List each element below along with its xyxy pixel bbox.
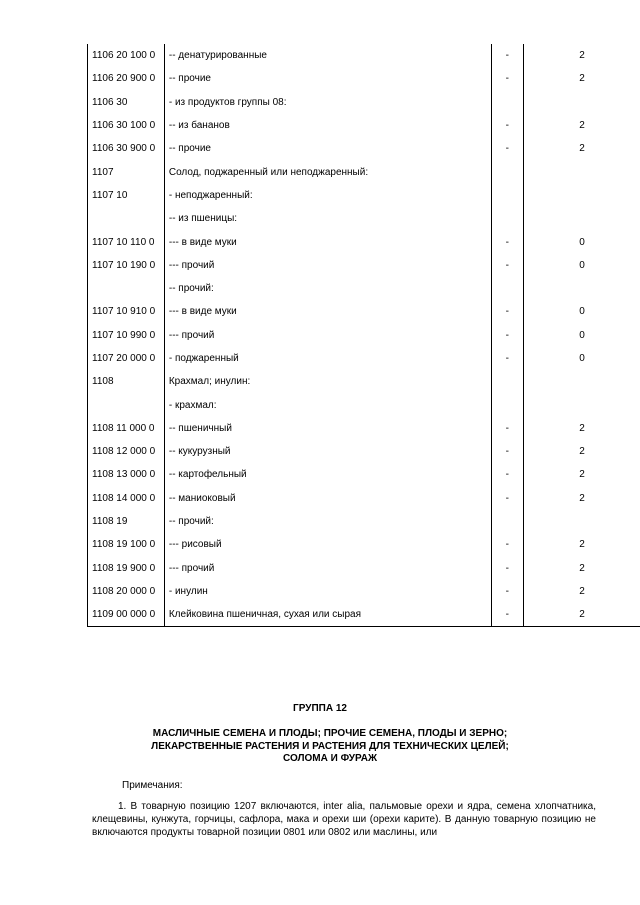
table-row xyxy=(88,533,640,556)
group-subtitle-line: МАСЛИЧНЫЕ СЕМЕНА И ПЛОДЫ; ПРОЧИЕ СЕМЕНА, ПЛОДЫ И ЗЕРНО; xyxy=(152,728,508,739)
table-row xyxy=(88,137,640,160)
description-cell: -- пшеничный xyxy=(164,417,491,440)
unit-cell: - xyxy=(491,114,524,137)
table-row xyxy=(88,324,640,347)
unit-cell: - xyxy=(491,347,524,370)
table-row xyxy=(88,114,640,137)
table-row xyxy=(88,44,640,67)
group-subtitle xyxy=(120,728,540,766)
table-row xyxy=(88,370,640,393)
group-subtitle-line: СОЛОМА И ФУРАЖ xyxy=(282,753,378,764)
table-row xyxy=(88,347,640,370)
description-cell: -- маниоковый xyxy=(164,487,491,510)
rate-cell: 0 xyxy=(579,306,585,318)
rate-cell: 2 xyxy=(579,422,585,434)
tariff-code-cell: 1106 20 100 0 xyxy=(88,44,165,67)
tariff-code-cell: 1107 10 xyxy=(88,184,165,207)
description-cell: -- из пшеницы: xyxy=(164,207,491,230)
note-paragraph-1: 1. В товарную позицию 1207 включаются, inter alia, пальмовые орехи и ядра, семена хлопчатника, клещевины, кунжута, горчицы, сафлора, мака и орехи ши (орехи карите). В данную товарную позицию не включаются продукты товарной позиции 0801 или 0802 или маслины, или xyxy=(92,801,596,838)
tariff-code-cell: 1108 20 000 0 xyxy=(88,580,165,603)
unit-cell: - xyxy=(491,487,524,510)
description-cell: -- прочий: xyxy=(164,277,491,300)
rate-cell: 2 xyxy=(579,469,585,481)
rate-cell xyxy=(524,91,640,114)
tariff-code-cell: 1108 12 000 0 xyxy=(88,440,165,463)
rate-cell xyxy=(524,207,640,230)
unit-cell xyxy=(491,184,524,207)
description-cell: --- прочий xyxy=(164,254,491,277)
table-row xyxy=(88,207,640,230)
description-cell: -- денатурированные xyxy=(164,44,491,67)
tariff-code-cell: 1108 11 000 0 xyxy=(88,417,165,440)
unit-cell: - xyxy=(491,324,524,347)
description-cell: --- прочий xyxy=(164,557,491,580)
rate-cell xyxy=(524,184,640,207)
unit-cell: - xyxy=(491,137,524,160)
description-cell: - из продуктов группы 08: xyxy=(164,91,491,114)
unit-cell: - xyxy=(491,254,524,277)
table-row xyxy=(88,393,640,416)
tariff-code-cell: 1106 30 100 0 xyxy=(88,114,165,137)
unit-cell xyxy=(491,160,524,183)
description-cell: --- в виде муки xyxy=(164,300,491,323)
rate-cell: 2 xyxy=(579,143,585,155)
description-cell: -- кукурузный xyxy=(164,440,491,463)
description-cell: --- рисовый xyxy=(164,533,491,556)
tariff-table-body xyxy=(88,44,640,627)
table-row xyxy=(88,91,640,114)
description-cell: - инулин xyxy=(164,580,491,603)
table-row xyxy=(88,254,640,277)
rate-cell: 2 xyxy=(579,120,585,132)
rate-cell xyxy=(524,370,640,393)
tariff-code-cell xyxy=(88,207,165,230)
table-row xyxy=(88,487,640,510)
rate-cell: 2 xyxy=(579,50,585,62)
table-row xyxy=(88,417,640,440)
description-cell: - поджаренный xyxy=(164,347,491,370)
tariff-code-cell xyxy=(88,393,165,416)
tariff-code-cell: 1106 30 900 0 xyxy=(88,137,165,160)
tariff-code-cell: 1108 13 000 0 xyxy=(88,463,165,486)
description-cell: -- из бананов xyxy=(164,114,491,137)
unit-cell: - xyxy=(491,580,524,603)
description-cell: - крахмал: xyxy=(164,393,491,416)
rate-cell: 0 xyxy=(579,259,585,271)
table-row xyxy=(88,510,640,533)
table-row xyxy=(88,184,640,207)
unit-cell xyxy=(491,370,524,393)
group-heading: ГРУППА 12 xyxy=(293,703,347,714)
unit-cell: - xyxy=(491,557,524,580)
notes-heading: Примечания: xyxy=(122,780,183,791)
rate-cell: 2 xyxy=(579,539,585,551)
table-row xyxy=(88,603,640,627)
rate-cell: 2 xyxy=(579,562,585,574)
tariff-code-cell: 1107 10 190 0 xyxy=(88,254,165,277)
rate-cell: 2 xyxy=(579,446,585,458)
description-cell: -- прочие xyxy=(164,137,491,160)
unit-cell: - xyxy=(491,230,524,253)
tariff-code-cell: 1108 19 100 0 xyxy=(88,533,165,556)
unit-cell xyxy=(491,277,524,300)
tariff-code-cell: 1107 10 110 0 xyxy=(88,230,165,253)
description-cell: Солод, поджаренный или неподжаренный: xyxy=(164,160,491,183)
description-cell: -- картофельный xyxy=(164,463,491,486)
rate-cell: 2 xyxy=(579,73,585,85)
unit-cell xyxy=(491,510,524,533)
tariff-code-cell: 1106 30 xyxy=(88,91,165,114)
rate-cell: 0 xyxy=(579,353,585,364)
unit-cell xyxy=(491,91,524,114)
rate-cell xyxy=(524,160,640,183)
rate-cell: 0 xyxy=(579,329,585,341)
tariff-table xyxy=(87,44,640,627)
description-cell: Крахмал; инулин: xyxy=(164,370,491,393)
unit-cell: - xyxy=(491,44,524,67)
table-row xyxy=(88,300,640,323)
tariff-code-cell xyxy=(88,277,165,300)
description-cell: -- прочий: xyxy=(164,510,491,533)
unit-cell: - xyxy=(491,440,524,463)
tariff-code-cell: 1108 19 900 0 xyxy=(88,557,165,580)
tariff-code-cell: 1108 19 xyxy=(88,510,165,533)
rate-cell: 2 xyxy=(524,603,640,627)
table-row xyxy=(88,580,640,603)
table-row xyxy=(88,557,640,580)
tariff-code-cell: 1107 10 910 0 xyxy=(88,300,165,323)
unit-cell xyxy=(491,393,524,416)
table-row xyxy=(88,440,640,463)
rate-cell xyxy=(524,393,640,416)
rate-cell xyxy=(524,510,640,533)
description-cell: -- прочие xyxy=(164,67,491,90)
tariff-code-cell: 1106 20 900 0 xyxy=(88,67,165,90)
group-subtitle-line: ЛЕКАРСТВЕННЫЕ РАСТЕНИЯ И РАСТЕНИЯ ДЛЯ ТЕХНИЧЕСКИХ ЦЕЛЕЙ; xyxy=(151,740,509,752)
unit-cell: - xyxy=(491,463,524,486)
table-row xyxy=(88,277,640,300)
table-row xyxy=(88,230,640,253)
description-cell: Клейковина пшеничная, сухая или сырая xyxy=(164,603,491,627)
table-row xyxy=(88,160,640,183)
tariff-code-cell: 1107 20 000 0 xyxy=(88,347,165,370)
unit-cell: - xyxy=(491,300,524,323)
rate-cell: 2 xyxy=(579,585,585,597)
unit-cell: - xyxy=(491,417,524,440)
rate-cell xyxy=(524,277,640,300)
table-row xyxy=(88,67,640,90)
rate-cell: 0 xyxy=(579,236,585,248)
unit-cell: - xyxy=(491,67,524,90)
unit-cell: - xyxy=(491,603,524,627)
rate-cell: 2 xyxy=(579,492,585,504)
unit-cell: - xyxy=(491,533,524,556)
description-cell: - неподжаренный: xyxy=(164,184,491,207)
table-row xyxy=(88,463,640,486)
description-cell: --- в виде муки xyxy=(164,230,491,253)
tariff-code-cell: 1108 14 000 0 xyxy=(88,487,165,510)
tariff-code-cell: 1107 10 990 0 xyxy=(88,324,165,347)
unit-cell xyxy=(491,207,524,230)
description-cell: --- прочий xyxy=(164,324,491,347)
tariff-code-cell: 1108 xyxy=(88,370,165,393)
tariff-code-cell: 1107 xyxy=(88,160,165,183)
tariff-code-cell: 1109 00 000 0 xyxy=(88,603,165,627)
